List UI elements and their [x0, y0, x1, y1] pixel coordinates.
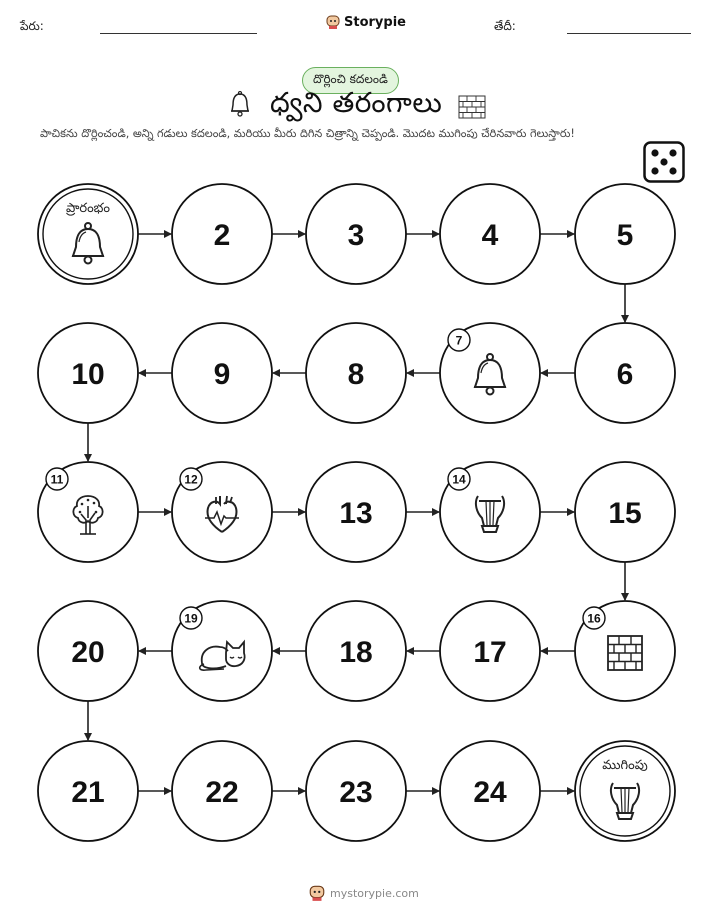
space-number: 8 [347, 358, 365, 391]
space-number: 17 [473, 636, 507, 669]
brand-name: Storypie [344, 14, 406, 30]
space-number: 11 [50, 472, 64, 487]
space-number: 20 [71, 636, 105, 669]
space-number: 9 [213, 358, 231, 391]
board-space-18[interactable] [306, 601, 406, 701]
finish-space[interactable] [575, 741, 675, 841]
space-number: 15 [608, 497, 642, 530]
board-space-19[interactable] [172, 601, 272, 701]
space-number: 16 [587, 611, 601, 626]
space-number: 21 [71, 776, 105, 809]
board-space-24[interactable] [440, 741, 540, 841]
board-space-15[interactable] [575, 462, 675, 562]
space-number: 10 [71, 358, 105, 391]
board-space-14[interactable] [440, 462, 540, 562]
name-label: పేరు: [20, 19, 44, 33]
board-space-10[interactable] [38, 323, 138, 423]
board-space-13[interactable] [306, 462, 406, 562]
start-space[interactable] [38, 184, 138, 284]
roll-and-move-badge: దొర్లించి కదలండి [302, 67, 399, 94]
date-label: తేదీ: [494, 19, 516, 33]
board-space-21[interactable] [38, 741, 138, 841]
board-space-20[interactable] [38, 601, 138, 701]
board-space-17[interactable] [440, 601, 540, 701]
space-number: 18 [339, 636, 373, 669]
finish-label: ముగింపు [602, 758, 648, 773]
space-number: 4 [481, 219, 499, 252]
space-number: 24 [473, 776, 507, 809]
board-space-6[interactable] [575, 323, 675, 423]
space-number: 23 [339, 776, 373, 809]
board-space-7[interactable] [440, 323, 540, 423]
space-number: 6 [616, 358, 634, 391]
storypie-mascot-icon [309, 884, 325, 902]
space-number: 3 [347, 219, 365, 252]
page-title: ధ్వని తరంగాలు [270, 86, 443, 119]
start-label: ప్రారంభం [65, 201, 111, 216]
space-number: 14 [452, 472, 466, 487]
space-number: 19 [184, 611, 198, 626]
board-space-11[interactable] [38, 462, 138, 562]
board-space-8[interactable] [306, 323, 406, 423]
space-number: 5 [616, 219, 634, 252]
board-space-22[interactable] [172, 741, 272, 841]
board-space-9[interactable] [172, 323, 272, 423]
space-number: 7 [455, 333, 463, 348]
instructions: పాచికను దొర్లించండి, అన్ని గడులు కదలండి, మరియు మీరు దిగిన చిత్రాన్ని చెప్పండి. మొదట ముగింపు చేరినవారు గెలుస్తారు! [40, 127, 575, 140]
board-space-5[interactable] [575, 184, 675, 284]
board-space-3[interactable] [306, 184, 406, 284]
space-number: 12 [184, 472, 198, 487]
board-space-4[interactable] [440, 184, 540, 284]
space-number: 13 [339, 497, 373, 530]
footer-url[interactable]: mystorypie.com [330, 886, 419, 900]
space-number: 22 [205, 776, 239, 809]
board-space-16[interactable] [575, 601, 675, 701]
board-space-23[interactable] [306, 741, 406, 841]
space-number: 2 [213, 219, 231, 252]
board-space-12[interactable] [172, 462, 272, 562]
board-space-2[interactable] [172, 184, 272, 284]
footer [309, 884, 419, 902]
space-circle [38, 184, 138, 284]
